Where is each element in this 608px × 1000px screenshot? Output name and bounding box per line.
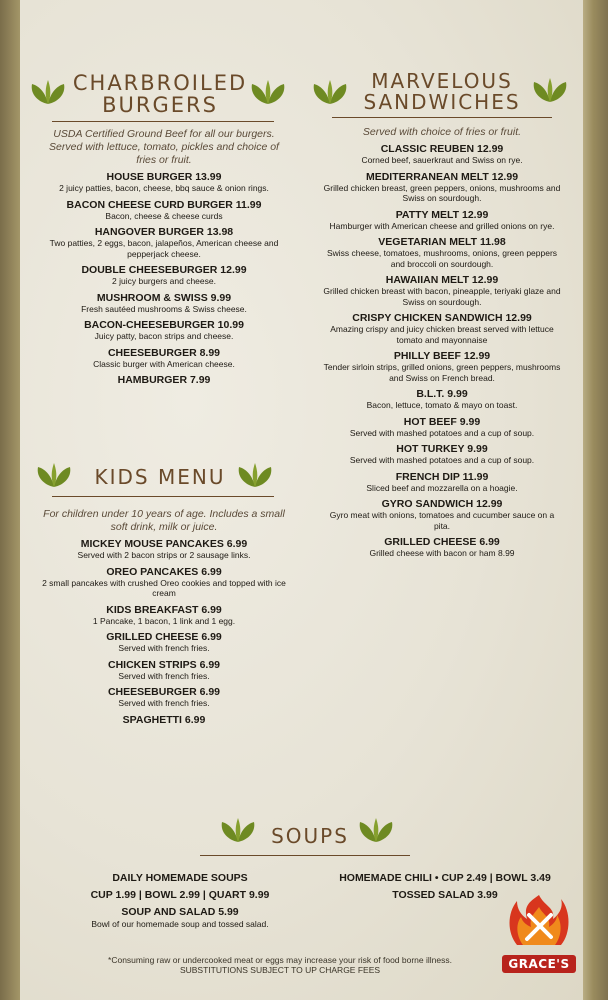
menu-item [322,274,562,307]
menu-item-desc: Served with french fries. [118,643,210,653]
menu-item [322,388,562,411]
menu-item-name: HOT BEEF 9.99 [403,415,481,428]
menu-item-name: HOT TURKEY 9.99 [396,443,488,455]
menu-item-name: OREO PANCAKES 6.99 [106,565,222,578]
leaf-ornament-icon [218,818,258,844]
burgers-title-line2: BURGERS [102,93,218,118]
menu-item-desc: Gyro meat with onions, tomatoes and cucumber sauce on a pita. [329,510,555,531]
menu-item-desc: Swiss cheese, tomatoes, mushrooms, onions, green peppers and broccoli on sourdough. [326,248,558,269]
flame-fork-knife-icon [505,893,573,959]
sandwiches-section [322,126,562,564]
logo-text: GRACE'S [502,955,576,973]
menu-item [322,498,562,531]
divider [200,855,410,856]
soup-and-salad: SOUP AND SALAD 5.99 [121,906,239,918]
menu-item [40,171,288,194]
menu-item [40,226,288,259]
menu-item-name: CHEESEBURGER 6.99 [107,686,221,698]
menu-item [322,471,562,494]
menu-item [322,350,562,383]
menu-item-name: PATTY MELT 12.99 [395,208,489,221]
menu-item-desc: 2 small pancakes with crushed Oreo cookies and topped with ice cream [42,577,286,598]
menu-item-name: CHEESEBURGER 8.99 [107,346,221,359]
menu-item [322,536,562,559]
soups-prices: CUP 1.99 | BOWL 2.99 | QUART 9.99 [90,889,270,901]
leaf-ornament-icon [28,80,68,106]
menu-item-desc: Served with mashed potatoes and a cup of soup. [349,455,535,465]
menu-item-name: CHICKEN STRIPS 6.99 [107,658,221,671]
menu-item-name: CRISPY CHICKEN SANDWICH 12.99 [352,312,532,324]
menu-item [40,264,288,287]
sandwiches-title-line2: SANDWICHES [363,90,521,114]
sandwiches-title [352,71,532,113]
menu-item-desc: Classic burger with American cheese. [93,358,235,369]
leaf-ornament-icon [356,818,396,844]
menu-item-desc: Served with mashed potatoes and a cup of soup. [349,427,535,438]
menu-item-name: GRILLED CHEESE 6.99 [384,536,500,548]
homemade-chili: HOMEMADE CHILI • CUP 2.49 | BOWL 3.49 [339,872,551,884]
burgers-title-line1: CHARBROILED [72,71,248,95]
menu-item-desc: Juicy patty, bacon strips and cheese. [94,331,234,341]
soups-daily: DAILY HOMEMADE SOUPS [112,872,248,884]
soups-title: SOUPS [271,824,349,848]
menu-item-desc: Bacon, cheese & cheese curds [105,210,223,221]
burgers-title [70,72,250,116]
kids-section [40,508,288,731]
divider [332,117,552,118]
leaf-ornament-icon [235,463,275,489]
menu-item-name: VEGETARIAN MELT 11.98 [378,236,506,248]
footer [80,955,480,975]
menu-item-desc: Corned beef, sauerkraut and Swiss on rye. [361,155,523,165]
menu-item-name: SPAGHETTI 6.99 [122,713,206,726]
menu-item-desc: Two patties, 2 eggs, bacon, jalapeños, American cheese and pepperjack cheese. [49,238,279,259]
sandwiches-intro: Served with choice of fries or fruit. [362,126,522,138]
menu-item-desc: Amazing crispy and juicy chicken breast served with lettuce tomato and mayonnaise [330,324,554,345]
menu-item-name: MICKEY MOUSE PANCAKES 6.99 [80,538,248,550]
menu-item-name: FRENCH DIP 11.99 [395,470,489,483]
menu-item [40,659,288,682]
menu-item-desc: Fresh sautéed mushrooms & Swiss cheese. [81,303,247,314]
burgers-section [40,128,288,391]
menu-item-name: PHILLY BEEF 12.99 [393,350,491,362]
menu-item-name: KIDS BREAKFAST 6.99 [106,603,222,616]
menu-item [40,686,288,709]
sandwiches-title-line1: MARVELOUS [371,69,513,93]
menu-item-desc: 1 Pancake, 1 bacon, 1 link and 1 egg. [92,615,236,626]
menu-item-name: CLASSIC REUBEN 12.99 [380,143,504,155]
sandwiches-list [322,143,562,559]
kids-title: KIDS MENU [94,465,226,489]
menu-item-desc: Served with french fries. [118,698,210,708]
menu-item-desc: Sliced beef and mozzarella on a hoagie. [366,482,518,493]
menu-item-desc: Tender sirloin strips, grilled onions, green peppers, mushrooms and Swiss on French bread. [323,362,561,383]
soups-left [60,872,300,930]
burgers-list [40,171,288,386]
menu-item [322,312,562,345]
menu-item-name: BACON-CHEESEBURGER 10.99 [84,319,244,331]
menu-item-desc: Bacon, lettuce, tomato & mayo on toast. [366,400,518,410]
menu-item-name: HAWAIIAN MELT 12.99 [385,274,499,286]
menu-page [20,0,583,1000]
kids-list [40,538,288,726]
menu-item-name: HAMBURGER 7.99 [117,374,211,386]
divider [52,121,274,122]
menu-item [40,199,288,222]
menu-item-desc: Grilled chicken breast, green peppers, onions, mushrooms and Swiss on sourdough. [323,182,561,203]
menu-item [322,416,562,439]
menu-item [40,631,288,654]
page-border-right [583,0,608,1000]
menu-item [40,566,288,599]
menu-item-name: MEDITERRANEAN MELT 12.99 [365,170,519,183]
menu-item-desc: Served with french fries. [118,670,210,681]
leaf-ornament-icon [248,80,288,106]
menu-item [40,714,288,726]
soup-and-salad-desc: Bowl of our homemade soup and tossed salad. [91,919,269,929]
menu-item [40,604,288,627]
menu-item-name: GYRO SANDWICH 12.99 [381,498,503,510]
menu-item [40,538,288,561]
footer-substitutions: SUBSTITUTIONS SUBJECT TO UP CHARGE FEES [179,965,381,975]
menu-item-desc: Served with 2 bacon strips or 2 sausage links. [77,550,251,560]
page-border-left [0,0,20,1000]
menu-item-desc: Grilled chicken breast with bacon, pineapple, teriyaki glaze and Swiss on sourdough. [323,286,561,307]
menu-item-name: HANGOVER BURGER 13.98 [94,226,234,238]
menu-item [40,374,288,386]
menu-item [322,171,562,204]
menu-item [322,236,562,269]
menu-item-desc: 2 juicy burgers and cheese. [112,276,216,286]
menu-item [322,143,562,166]
menu-item-name: BACON CHEESE CURD BURGER 11.99 [66,198,262,211]
menu-item-name: MUSHROOM & SWISS 9.99 [96,291,232,304]
leaf-ornament-icon [34,463,74,489]
kids-intro: For children under 10 years of age. Includes a small soft drink, milk or juice. [43,508,285,533]
leaf-ornament-icon [530,78,570,104]
menu-item-name: B.L.T. 9.99 [416,388,468,400]
footer-disclaimer: *Consuming raw or undercooked meat or eggs may increase your risk of food borne illness. [108,955,452,965]
menu-item [40,347,288,370]
menu-item-desc: Grilled cheese with bacon or ham 8.99 [369,548,515,558]
menu-item-name: HOUSE BURGER 13.99 [106,171,222,183]
menu-item [322,209,562,232]
menu-item-name: GRILLED CHEESE 6.99 [106,631,222,643]
burgers-intro: USDA Certified Ground Beef for all our burgers. Served with lettuce, tomato, pickles and choice of fries or fruit. [49,128,279,166]
divider [52,496,274,497]
menu-item [322,443,562,466]
menu-item-name: DOUBLE CHEESEBURGER 12.99 [81,264,247,276]
tossed-salad: TOSSED SALAD 3.99 [392,889,498,901]
leaf-ornament-icon [310,80,350,106]
menu-item [40,292,288,315]
menu-item [40,319,288,342]
menu-item-desc: 2 juicy patties, bacon, cheese, bbq sauce & onion rings. [59,183,269,193]
menu-item-desc: Hamburger with American cheese and grilled onions on rye. [329,220,555,231]
